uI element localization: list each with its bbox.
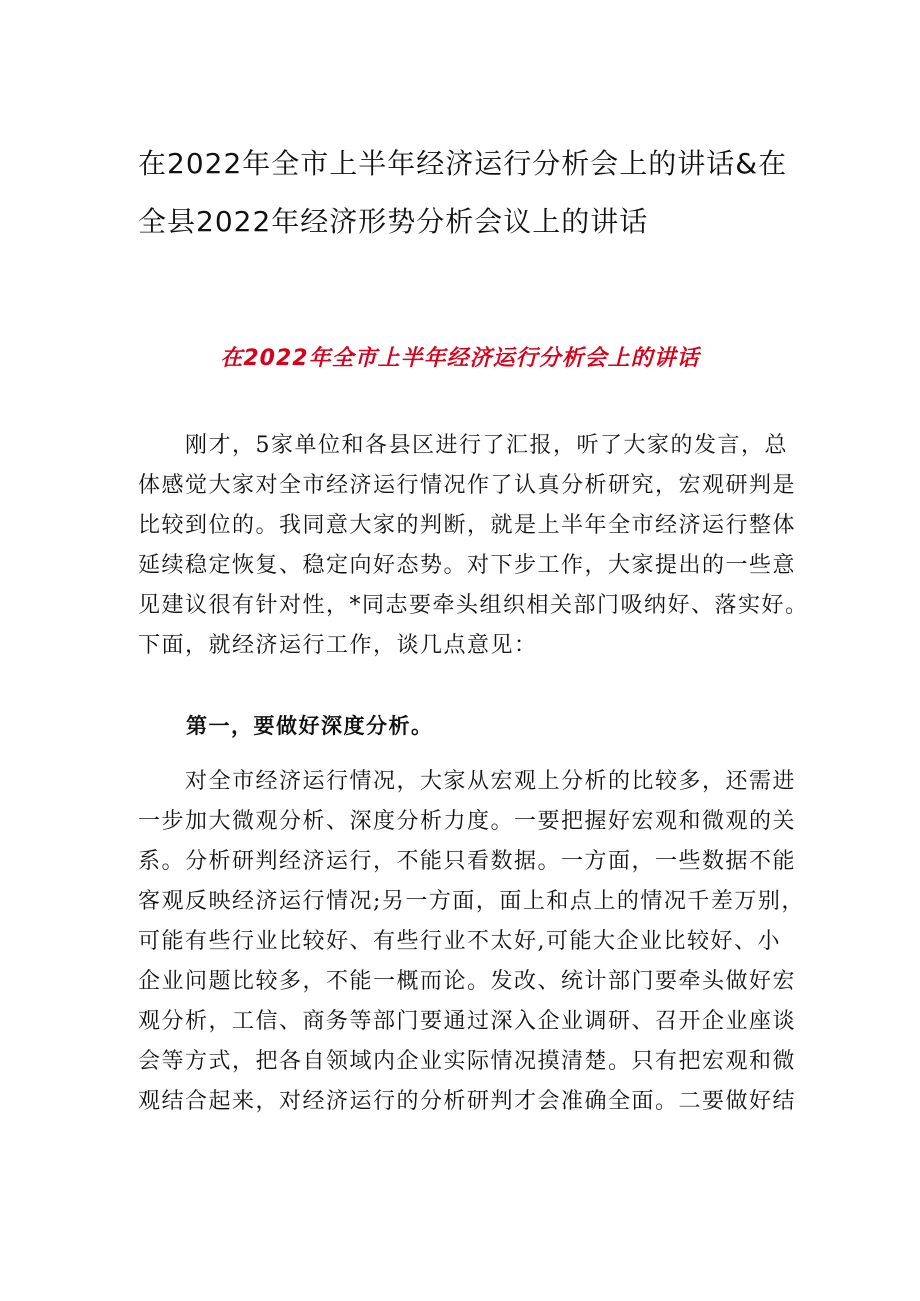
paragraph-2 (138, 762, 805, 1122)
paragraph-line: 见建议很有针对性，*同志要牵头组织相关部门吸纳好、落实好。 (138, 593, 809, 618)
paragraph-line: 刚才，5家单位和各县区进行了汇报，听了大家的发言，总 (138, 433, 788, 458)
paragraph-line: 体感觉大家对全市经济运行情况作了认真分析研究，宏观研判是 (138, 473, 797, 498)
paragraph-line: 客观反映经济运行情况;另一方面，面上和点上的情况千差万别， (138, 889, 805, 914)
paragraph-line: 会等方式，把各自领域内企业实际情况摸清楚。只有把宏观和微 (138, 1049, 797, 1074)
document-title-line-1: 在2022年全市上半年经济运行分析会上的讲话&在 (138, 147, 788, 180)
paragraph-line: 对全市经济运行情况，大家从宏观上分析的比较多，还需进 (138, 769, 797, 794)
paragraph-line: 企业问题比较多，不能一概而论。发改、统计部门要牵头做好宏 (138, 969, 797, 994)
paragraph-1 (138, 426, 809, 666)
paragraph-line: 观分析，工信、商务等部门要通过深入企业调研、召开企业座谈 (138, 1009, 797, 1034)
paragraph-line: 比较到位的。我同意大家的判断，就是上半年全市经济运行整体 (138, 513, 797, 538)
paragraph-line: 可能有些行业比较好、有些行业不太好,可能大企业比较好、小 (138, 929, 781, 954)
document-title-line-2: 全县2022年经济形势分析会议上的讲话 (138, 205, 649, 238)
paragraph-line: 系。分析研判经济运行，不能只看数据。一方面，一些数据不能 (138, 849, 797, 874)
paragraph-line: 一步加大微观分析、深度分析力度。一要把握好宏观和微观的关 (138, 809, 797, 834)
subheading-first-point: 第一，要做好深度分析。 (186, 714, 434, 738)
section-title: 在2022年全市上半年经济运行分析会上的讲话 (220, 346, 700, 371)
paragraph-line: 延续稳定恢复、稳定向好态势。对下步工作，大家提出的一些意 (138, 553, 797, 578)
paragraph-line: 下面，就经济运行工作，谈几点意见： (138, 633, 538, 658)
paragraph-line: 观结合起来，对经济运行的分析研判才会准确全面。二要做好结 (138, 1089, 797, 1114)
